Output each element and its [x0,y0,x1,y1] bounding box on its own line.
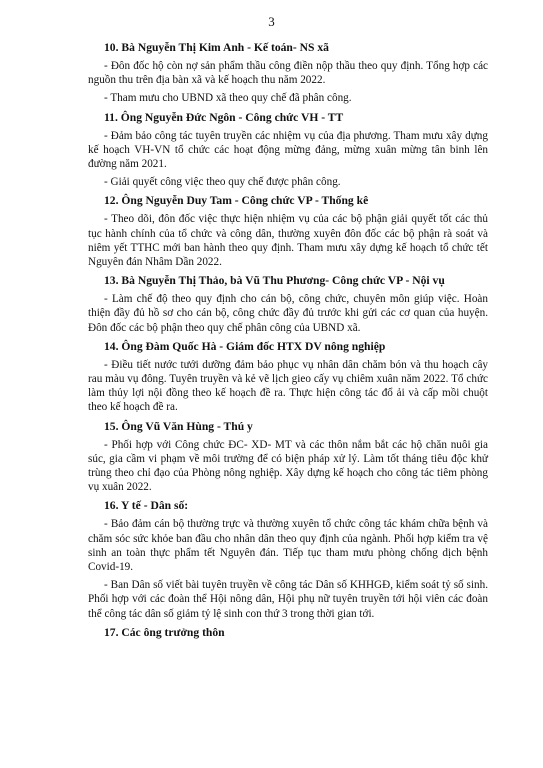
section-10-paragraph-2: - Tham mưu cho UBND xã theo quy chế đã phân công. [104,92,352,105]
section-heading-10: 10. Bà Nguyễn Thị Kim Anh - Kế toán- NS xã [104,41,329,54]
section-heading-12: 12. Ông Nguyễn Duy Tam - Công chức VP - Thống kê [104,194,369,208]
section-heading-16: 16. Y tế - Dân số: [104,499,189,513]
page-number: 3 [268,14,275,29]
section-heading-11: 11. Ông Nguyễn Đức Ngôn - Công chức VH - TT [104,110,344,124]
section-16-paragraph-2: - Ban Dân số viết bài tuyên truyền về công tác Dân số KHHGĐ, kiểm soát tỷ số sinh. Phối hợp với các đoàn thể Hội nông dân, Hội phụ nữ tuyên truyền tới hội viên các đoàn thể công tác dân số giảm tỷ lệ sinh con thứ 3 trong thời gian tới. [88,579,488,620]
document-body [88,40,488,644]
section-heading-14: 14. Ông Đàm Quốc Hà - Giám đốc HTX DV nông nghiệp [104,339,386,353]
section-11-paragraph-1: - Đảm bảo công tác tuyên truyền các nhiệm vụ của địa phương. Tham mưu xây dựng kế hoạch VH-VN tổ chức các hoạt động mừng đảng, mừng xuân mừng tân binh lên đường năm 2021. [88,129,488,171]
section-10-paragraph-1: - Đôn đốc hộ còn nợ sản phẩm thầu công điền nộp thầu theo quy định. Tổng hợp các nguồn thu trên địa bàn xã và kế hoạch thu năm 2022. [88,60,488,87]
section-16-paragraph-1: - Bảo đảm cán bộ thường trực và thường xuyên tổ chức công tác khám chữa bệnh và chăm sóc sức khỏe ban đầu cho nhân dân theo quy định của ngành. Phối hợp kiểm tra vệ sinh an toàn thực phẩm tết Nguyên đán. Tiếp tục tham mưu phòng chống dịch bệnh Covid-19. [88,518,488,574]
section-heading-17: 17. Các ông trưởng thôn [104,625,225,639]
section-15-paragraph-1: - Phối hợp với Công chức ĐC- XD- MT và các thôn nắm bắt các hộ chăn nuôi gia súc, gia cầm vi phạm về môi trường để có biện pháp xử lý. Làm tốt tháng tiêu độc khử trùng theo chỉ đạo của Phòng nông nghiệp. Xây dựng kế hoạch cho công tác tiêm phòng vụ xuân 2022. [88,438,488,494]
section-heading-15: 15. Ông Vũ Văn Hùng - Thú y [104,419,253,433]
section-14-paragraph-1: - Điều tiết nước tưới dưỡng đảm bảo phục vụ nhân dân chăm bón và thu hoạch cây rau màu vụ đông. Tuyên truyền và kẻ vẽ lịch gieo cấy vụ chiêm xuân năm 2022. Tổ chức làm thủy lợi nội đồng theo kế hoạch đề ra. Thực hiện công tác đổ ải và cấp mồi chuột theo kế hoạch đề ra. [88,358,488,414]
section-13-paragraph-1: - Làm chế độ theo quy định cho cán bộ, công chức, chuyên môn giúp việc. Hoàn thiện đầy đủ hồ sơ cho cán bộ, công chức đầy đủ trước khi gửi các cơ quan của huyện. Đôn đốc các bộ phận theo quy chế phân công của UBND xã. [88,293,488,334]
section-11-paragraph-2: - Giải quyết công việc theo quy chế được phân công. [104,176,341,189]
section-heading-13: 13. Bà Nguyễn Thị Thảo, bà Vũ Thu Phương- Công chức VP - Nội vụ [104,274,445,288]
section-12-paragraph-1: - Theo dõi, đôn đốc việc thực hiện nhiệm vụ của các bộ phận giải quyết tốt các thủ tục hành chính của tổ chức và công dân, thường xuyên đôn đốc các bộ phận rà soát và niêm yết TTHC mới ban hành theo quy định. Tham mưu xây dựng kế hoạch tổ chức tết Nguyên đán Nhâm Dần 2022. [88,213,488,269]
